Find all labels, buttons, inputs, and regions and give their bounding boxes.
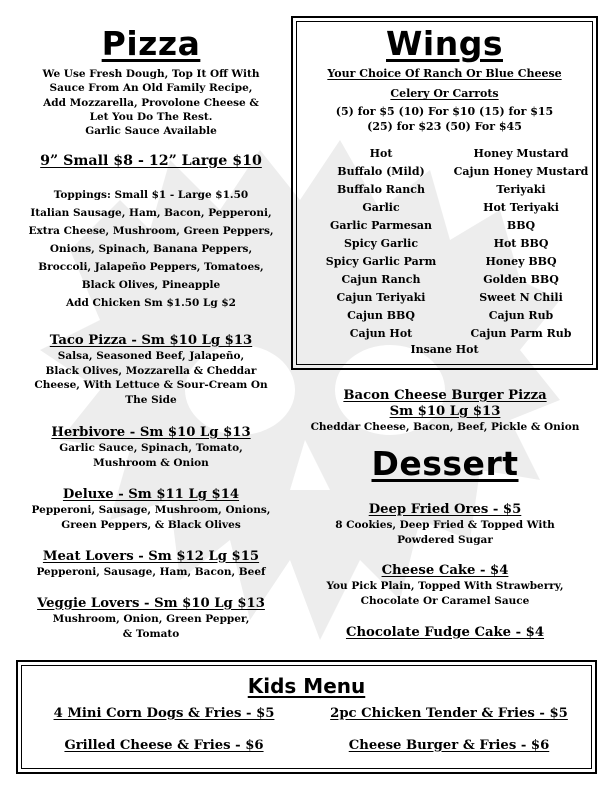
pizza-toppings (10, 186, 292, 312)
flavor-item-last: Insane Hot (410, 343, 479, 356)
flavor-item: Teriyaki (496, 183, 546, 196)
dessert-section (290, 444, 600, 483)
wings-subtitle-2: Celery Or Carrots (390, 87, 499, 100)
pizza-title: Pizza (101, 24, 201, 63)
specialty-herbivore (10, 425, 292, 470)
flavor-item: Cajun Ranch (341, 273, 421, 286)
dessert-item-desc: Powdered Sugar (397, 533, 493, 546)
dessert-item-fudge-cake (290, 625, 600, 641)
specialty-title: Taco Pizza - Sm $10 Lg $13 (49, 333, 253, 348)
specialty-title: Herbivore - Sm $10 Lg $13 (51, 425, 251, 440)
kids-item: 2pc Chicken Tender & Fries - $5 (330, 706, 568, 721)
specialty-desc: Pepperoni, Sausage, Ham, Bacon, Beef (36, 566, 266, 578)
pizza-intro-line: Sauce From An Old Family Recipe, (49, 82, 253, 95)
flavor-item: Hot Teriyaki (483, 201, 559, 214)
toppings-line: Italian Sausage, Ham, Bacon, Pepperoni, (30, 207, 272, 219)
flavor-item: Cajun Teriyaki (336, 291, 426, 304)
toppings-line: Onions, Spinach, Banana Peppers, (49, 243, 253, 255)
specialty-veggie-lovers (10, 596, 292, 641)
specialty-title: Deluxe - Sm $11 Lg $14 (62, 487, 240, 502)
wings-subtitle: Your Choice Of Ranch Or Blue Cheese (327, 67, 562, 80)
specialty-desc: Garlic Sauce, Spinach, Tomato, (59, 442, 243, 454)
burger-pizza-desc: Cheddar Cheese, Bacon, Beef, Pickle & Onion (310, 421, 580, 433)
flavor-item: Hot BBQ (493, 237, 549, 250)
flavor-item: Cajun Hot (349, 327, 413, 340)
dessert-item-cheese-cake (290, 563, 600, 608)
wings-flavors-right (448, 145, 594, 343)
kids-section (16, 674, 597, 698)
specialty-desc: & Tomato (122, 627, 180, 640)
flavor-item: Buffalo (Mild) (337, 165, 425, 178)
specialty-meat-lovers (10, 549, 292, 580)
pizza-intro-line: Garlic Sauce Available (85, 125, 217, 138)
specialty-desc: Cheese, With Lettuce & Sour-Cream On (34, 379, 268, 391)
specialty-desc: The Side (125, 393, 177, 406)
pizza-section (20, 24, 282, 63)
flavor-item: Buffalo Ranch (336, 183, 425, 196)
flavor-item: Spicy Garlic Parm (325, 255, 437, 268)
dessert-item-desc: Chocolate Or Caramel Sauce (360, 594, 530, 607)
flavor-item: Honey BBQ (485, 255, 557, 268)
dessert-item-title: Chocolate Fudge Cake - $4 (345, 625, 545, 640)
flavor-item: Hot (369, 147, 393, 160)
dessert-item-desc: 8 Cookies, Deep Fried & Topped With (335, 519, 555, 531)
pizza-intro-line: We Use Fresh Dough, Top It Off With (42, 68, 260, 80)
dessert-item-title: Deep Fried Ores - $5 (368, 502, 522, 517)
specialty-desc: Green Peppers, & Black Olives (61, 518, 241, 531)
flavor-item: Garlic Parmesan (329, 219, 433, 232)
pizza-intro-line: Let You Do The Rest. (89, 110, 213, 123)
wings-price-line: (25) for $23 (50) For $45 (367, 120, 522, 133)
dessert-item-title: Cheese Cake - $4 (381, 563, 509, 578)
wings-section (295, 24, 594, 63)
burger-pizza-section (290, 388, 600, 435)
specialty-desc: Black Olives, Mozzarella & Cheddar (45, 364, 257, 377)
flavor-item: BBQ (506, 219, 536, 232)
flavor-item: Garlic (362, 201, 400, 214)
flavor-item: Sweet N Chili (479, 291, 563, 304)
kids-item: 4 Mini Corn Dogs & Fries - $5 (53, 706, 275, 721)
specialty-desc: Mushroom & Onion (93, 456, 209, 469)
toppings-line: Add Chicken Sm $1.50 Lg $2 (66, 297, 236, 309)
flavor-item: Honey Mustard (473, 147, 569, 160)
kids-title: Kids Menu (247, 674, 366, 698)
kids-item: Cheese Burger & Fries - $6 (348, 738, 550, 753)
toppings-line: Black Olives, Pineapple (81, 279, 221, 291)
specialty-deluxe (10, 487, 292, 532)
pizza-intro-line: Add Mozzarella, Provolone Cheese & (43, 96, 259, 109)
flavor-item: Cajun Parm Rub (470, 327, 572, 340)
specialty-desc: Salsa, Seasoned Beef, Jalapeño, (57, 350, 245, 362)
wings-price-line: (5) for $5 (10) For $10 (15) for $15 (335, 105, 554, 118)
dessert-title: Dessert (371, 444, 519, 483)
specialty-title: Veggie Lovers - Sm $10 Lg $13 (37, 596, 265, 611)
specialty-desc: Mushroom, Onion, Green Pepper, (52, 613, 250, 625)
flavor-item: Golden BBQ (483, 273, 559, 286)
toppings-line: Broccoli, Jalapeño Peppers, Tomatoes, (38, 261, 264, 273)
specialty-desc: Pepperoni, Sausage, Mushroom, Onions, (31, 504, 271, 516)
pizza-intro (14, 67, 288, 138)
burger-pizza-title: Bacon Cheese Burger Pizza (343, 388, 547, 403)
kids-item: Grilled Cheese & Fries - $6 (64, 738, 264, 753)
flavor-item: Cajun BBQ (347, 309, 415, 322)
flavor-item: Cajun Rub (488, 309, 554, 322)
flavor-item: Spicy Garlic (343, 237, 419, 250)
dessert-item-desc: You Pick Plain, Topped With Strawberry, (326, 580, 564, 592)
pizza-sizes: 9” Small $8 - 12” Large $10 (40, 153, 262, 169)
wings-title: Wings (386, 24, 503, 63)
wings-prices (295, 104, 594, 134)
burger-pizza-price: Sm $10 Lg $13 (389, 404, 501, 419)
wings-flavors-left (306, 145, 456, 343)
specialty-taco (10, 333, 292, 407)
toppings-line: Toppings: Small $1 - Large $1.50 (53, 189, 249, 201)
dessert-item-fried-oreos (290, 502, 600, 547)
specialty-title: Meat Lovers - Sm $12 Lg $15 (42, 549, 260, 564)
flavor-item: Cajun Honey Mustard (453, 165, 589, 178)
toppings-line: Extra Cheese, Mushroom, Green Peppers, (28, 225, 274, 237)
